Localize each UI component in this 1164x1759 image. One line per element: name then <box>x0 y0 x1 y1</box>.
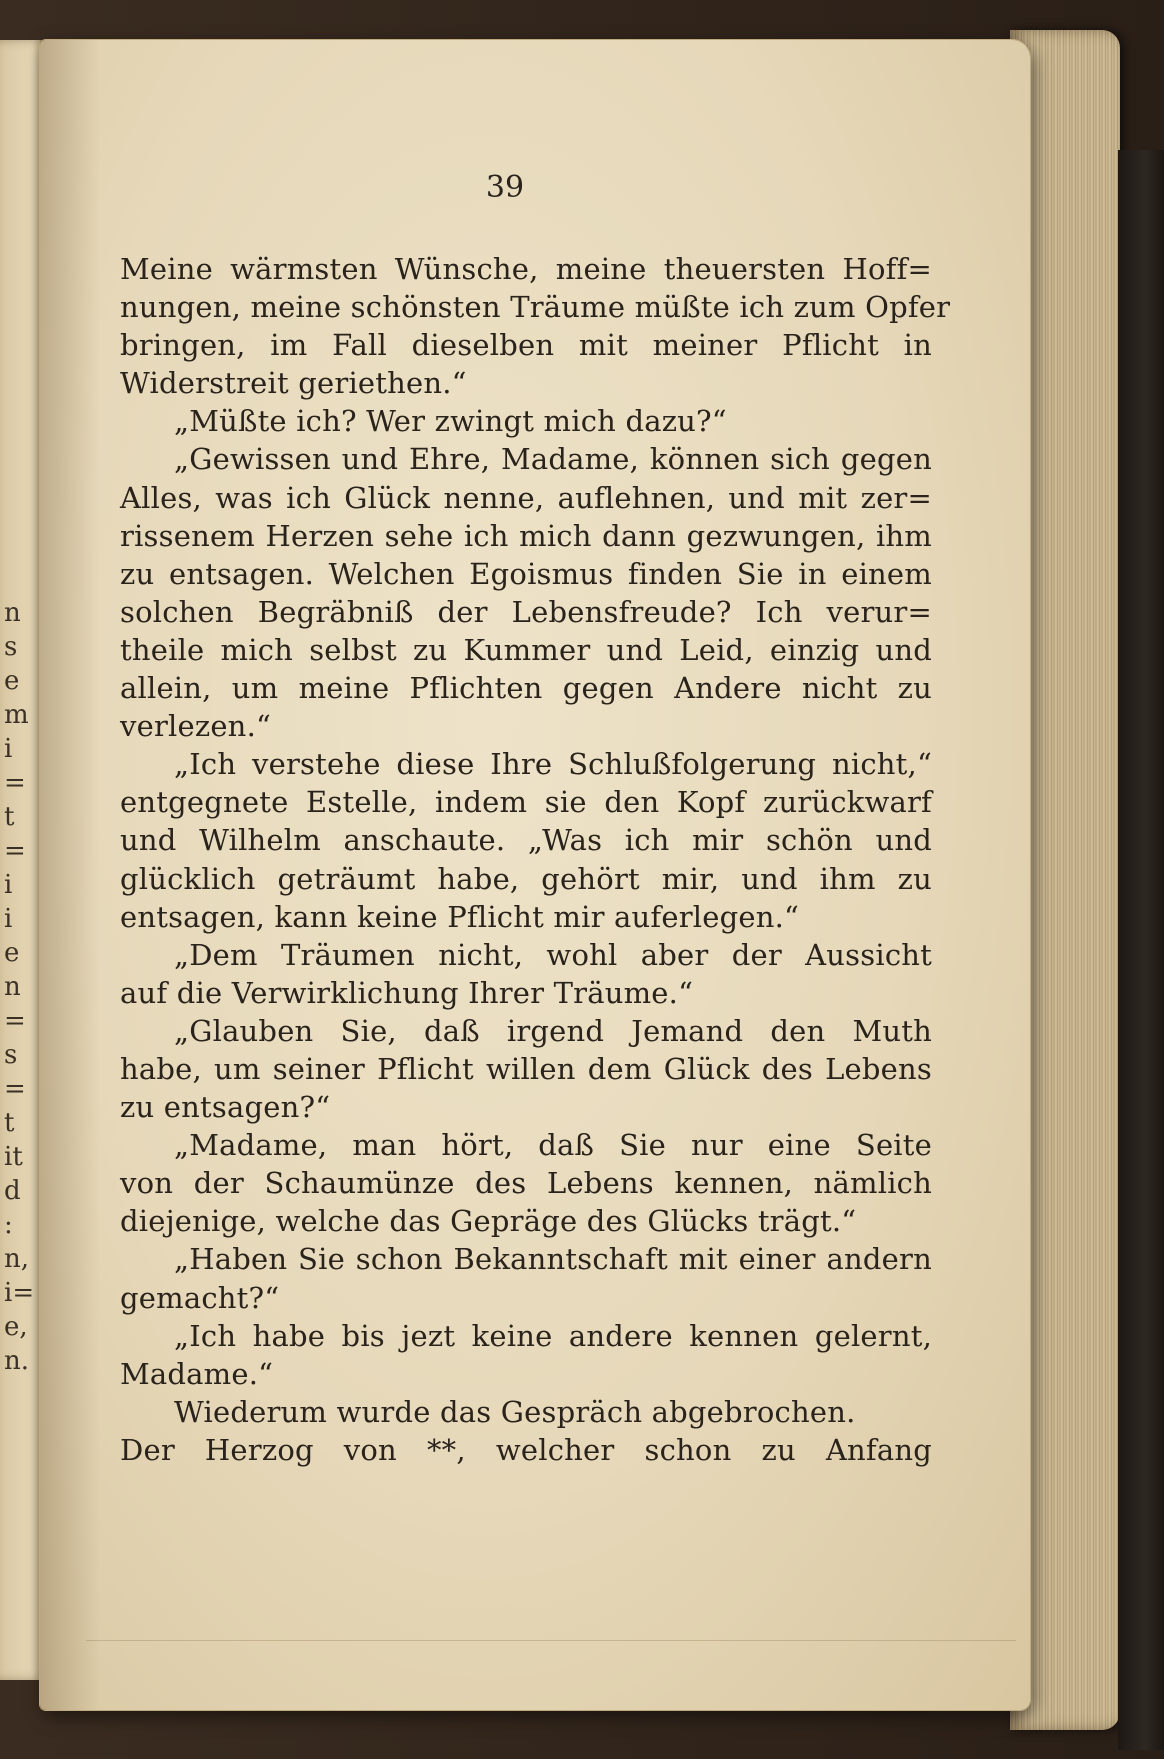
left-page-fragment: = <box>4 1074 26 1104</box>
book-cover-edge <box>1118 150 1164 1750</box>
left-page-fragment: n, <box>4 1244 30 1274</box>
left-page-fragment: i <box>4 734 13 764</box>
left-page-fragment: n <box>4 972 21 1002</box>
page-number: 39 <box>485 170 525 205</box>
left-page-fragment: : <box>4 1210 13 1240</box>
text-line: „Haben Sie schon Bekanntschaft mit einer andern <box>174 1242 932 1277</box>
left-page-fragment: e, <box>4 1312 28 1342</box>
text-line: entsagen, kann keine Pflicht mir auferlegen.“ <box>120 899 800 934</box>
left-page-fragment: e <box>4 938 20 968</box>
text-line: „Gewissen und Ehre, Madame, können sich gegen <box>174 442 932 477</box>
left-page-fragment: = <box>4 1006 26 1036</box>
left-page-fragment: t <box>4 802 15 832</box>
text-line: bringen, im Fall dieselben mit meiner Pflicht in <box>120 328 932 363</box>
left-page-fragment: d <box>4 1176 21 1206</box>
text-line: „Ich habe bis jezt keine andere kennen gelernt, <box>174 1318 932 1353</box>
text-line: von der Schaumünze des Lebens kennen, nämlich <box>120 1166 932 1201</box>
text-line: Widerstreit geriethen.“ <box>120 366 467 401</box>
text-line: und Wilhelm anschaute. „Was ich mir schön und <box>120 823 932 858</box>
text-line: „Madame, man hört, daß Sie nur eine Seite <box>174 1128 932 1163</box>
text-line: diejenige, welche das Gepräge des Glücks trägt.“ <box>120 1204 857 1239</box>
text-line: auf die Verwirklichung Ihrer Träume.“ <box>120 975 694 1010</box>
left-page-fragment: n <box>4 598 21 628</box>
left-page-fragment: i <box>4 904 13 934</box>
text-line: zu entsagen. Welchen Egoismus finden Sie in einem <box>120 556 932 591</box>
text-line: verlezen.“ <box>120 709 272 744</box>
text-line: theile mich selbst zu Kummer und Leid, einzig und <box>120 632 932 667</box>
text-line: Der Herzog von **, welcher schon zu Anfang <box>120 1432 932 1467</box>
left-page-fragment: t <box>4 1108 15 1138</box>
text-line: Wiederum wurde das Gespräch abgebrochen. <box>174 1394 856 1429</box>
text-line: zu entsagen?“ <box>120 1090 331 1125</box>
text-line: gemacht?“ <box>120 1280 280 1315</box>
text-line: solchen Begräbniß der Lebensfreude? Ich verur= <box>120 594 932 629</box>
left-page-fragment: s <box>4 632 18 662</box>
left-page-fragment: m <box>4 700 29 730</box>
left-page-fragment: i <box>4 870 13 900</box>
text-line: nungen, meine schönsten Träume müßte ich zum Opfer <box>120 290 951 325</box>
text-line: „Dem Träumen nicht, wohl aber der Aussicht <box>174 937 932 972</box>
left-page-fragment: s <box>4 1040 18 1070</box>
text-line: Madame.“ <box>120 1356 274 1391</box>
text-line: Meine wärmsten Wünsche, meine theuersten Hoff= <box>120 252 932 286</box>
text-line: „Ich verstehe diese Ihre Schlußfolgerung nicht,“ <box>174 747 932 782</box>
book-page <box>40 40 1030 1710</box>
left-page-fragment: e <box>4 666 20 696</box>
text-line: entgegnete Estelle, indem sie den Kopf zurückwarf <box>120 785 932 820</box>
text-line: habe, um seiner Pflicht willen dem Glück des Lebens <box>120 1051 932 1086</box>
text-line: Alles, was ich Glück nenne, auflehnen, und mit zer= <box>120 480 932 515</box>
text-line: allein, um meine Pflichten gegen Andere nicht zu <box>120 671 932 706</box>
text-line: „Müßte ich? Wer zwingt mich dazu?“ <box>174 404 727 439</box>
left-page-fragment: it <box>4 1142 23 1172</box>
text-line: glücklich geträumt habe, gehört mir, und ihm zu <box>120 861 932 896</box>
text-line: rissenem Herzen sehe ich mich dann gezwungen, ihm <box>120 518 932 553</box>
left-page-fragment: = <box>4 836 26 866</box>
left-page-fragment: i= <box>4 1278 35 1308</box>
body-text <box>120 250 951 1469</box>
left-page-fragment: = <box>4 768 26 798</box>
page-crease <box>86 1640 1016 1641</box>
gutter-shadow <box>40 40 100 1710</box>
left-page-fragment: n. <box>4 1346 30 1376</box>
text-line: „Glauben Sie, daß irgend Jemand den Muth <box>174 1013 932 1048</box>
